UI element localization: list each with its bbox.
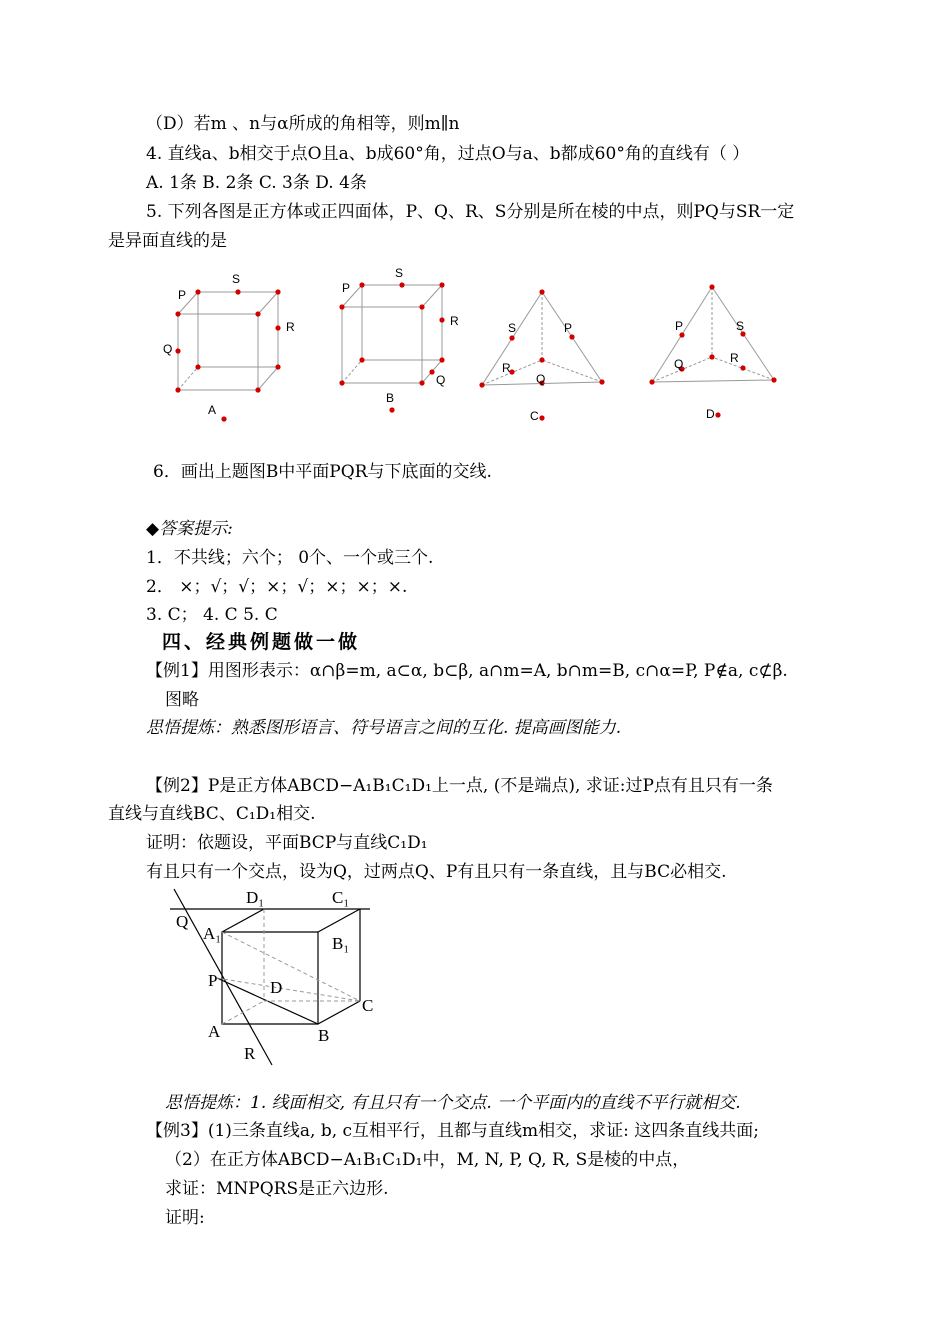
example-3-prove: 求证：MNPQRS是正六边形. <box>165 1179 389 1199</box>
answer-2: 2． ×；√；√；×；√；×；×；×. <box>146 577 408 597</box>
cube-label-a1: A₁ <box>203 924 222 943</box>
figure-a-cube <box>178 292 278 390</box>
cube-label-q: Q <box>176 912 189 931</box>
example-2-insight: 思悟提炼：1. 线面相交, 有且只有一个交点. 一个平面内的直线不平行就相交. <box>165 1093 741 1113</box>
fig-a-label-caption: A <box>208 403 217 417</box>
fig-a-label-q: Q <box>163 342 173 356</box>
fig-d-label-caption: D <box>706 407 715 421</box>
question-6: 6．画出上题图B中平面PQR与下底面的交线. <box>153 462 492 482</box>
fig-d-label-p: P <box>675 319 684 333</box>
cube-label-b: B <box>318 1026 330 1045</box>
cube-label-a: A <box>208 1022 221 1041</box>
fig-d-label-r: R <box>730 351 739 365</box>
example-3-part-1: 【例3】(1)三条直线a, b, c互相平行，且都与直线m相交，求证: 这四条直线共面; <box>146 1121 760 1141</box>
cube-label-r: R <box>244 1044 256 1063</box>
cube-label-c1: C₁ <box>332 888 350 907</box>
fig-d-label-q: Q <box>674 357 684 371</box>
answer-hint-title: ◆答案提示: <box>146 519 233 539</box>
cube-label-c: C <box>362 996 374 1015</box>
proof-line-1: 证明：依题设，平面BCP与直线C₁D₁ <box>146 833 428 853</box>
fig-d-label-s: S <box>736 319 745 333</box>
fig-b-label-q: Q <box>436 373 446 387</box>
example-3-part-2: （2）在正方体ABCD−A₁B₁C₁D₁中，M, N, P, Q, R, S是棱的中点， <box>165 1150 690 1170</box>
figure-a-dots <box>175 289 280 421</box>
fig-b-label-caption: B <box>386 391 395 405</box>
fig-b-label-r: R <box>450 314 459 328</box>
cube-label-p: P <box>208 971 218 990</box>
question-5: 5. 下列各图是正方体或正四面体，P、Q、R、S分别是所在棱的中点，则PQ与SR一定 <box>146 202 795 222</box>
figure-b-cube <box>342 285 442 383</box>
question-4: 4. 直线a、b相交于点O且a、b成60°角，过点O与a、b都成60°角的直线有（ ） <box>146 144 750 164</box>
figure-d-dots <box>649 284 776 417</box>
fig-c-label-s: S <box>508 321 517 335</box>
example-2: 【例2】P是正方体ABCD−A₁B₁C₁D₁上一点, (不是端点), 求证:过P点有且只有一条 <box>146 776 773 796</box>
fig-b-label-p: P <box>342 281 351 295</box>
cube-figure <box>160 883 420 1073</box>
fig-a-label-s: S <box>232 272 241 286</box>
question-5-cont: 是异面直线的是 <box>108 231 227 251</box>
fig-c-label-q: Q <box>536 372 546 386</box>
answer-3: 3. C； 4. C 5. C <box>146 605 278 625</box>
example-3-proof: 证明: <box>165 1208 205 1228</box>
fig-a-label-p: P <box>178 288 187 302</box>
cube-label-b1: B₁ <box>332 934 350 953</box>
figure-group <box>150 262 810 432</box>
section-heading: 四、经典例题做一做 <box>162 631 361 653</box>
fig-a-label-r: R <box>286 320 295 334</box>
example-1: 【例1】用图形表示：α∩β=m, a⊂α, b⊂β, a∩m=A, b∩m=B, c∩α=P, P∉a, c⊄β. <box>146 661 788 681</box>
figure-d-tetra <box>652 287 774 382</box>
cube-label-d1: D₁ <box>246 888 265 907</box>
example-2-cont: 直线与直线BC、C₁D₁相交. <box>108 804 316 824</box>
option-d: （D）若m 、n与α所成的角相等，则m∥n <box>146 114 460 134</box>
fig-c-label-p: P <box>564 321 573 335</box>
fig-c-label-caption: C <box>530 409 539 423</box>
cube-label-d: D <box>270 978 283 997</box>
example-1-answer: 图略 <box>165 690 199 710</box>
question-4-options: A. 1条 B. 2条 C. 3条 D. 4条 <box>146 173 367 193</box>
example-1-insight: 思悟提炼：熟悉图形语言、符号语言之间的互化. 提高画图能力. <box>146 718 622 738</box>
answer-1: 1．不共线；六个； 0个、一个或三个. <box>146 548 434 568</box>
proof-line-2: 有且只有一个交点，设为Q，过两点Q、P有且只有一条直线，且与BC必相交. <box>146 862 727 882</box>
fig-b-label-s: S <box>395 266 404 280</box>
fig-c-label-r: R <box>502 361 511 375</box>
